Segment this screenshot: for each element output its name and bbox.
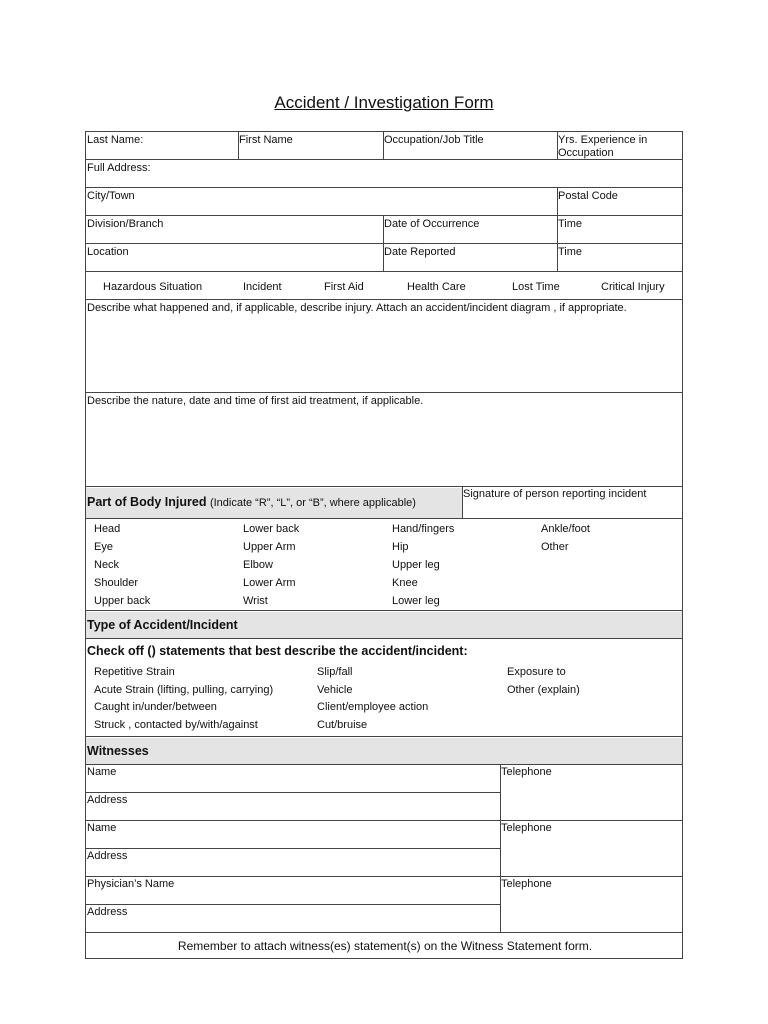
body-part-head[interactable]: Head [94, 523, 121, 535]
type-acute-strain[interactable]: Acute Strain (lifting, pulling, carrying) [94, 684, 274, 696]
type-cut-bruise[interactable]: Cut/bruise [317, 719, 368, 731]
first-name-label: First Name [239, 134, 293, 146]
category-hazardous[interactable]: Hazardous Situation [103, 281, 203, 293]
type-slip-fall[interactable]: Slip/fall [317, 666, 353, 678]
describe-happened-label: Describe what happened and, if applicable, describe injury. Attach an accident/incident diagram , if appropriate. [87, 302, 627, 314]
full-address-label: Full Address: [87, 162, 151, 174]
date-reported-label: Date Reported [384, 246, 456, 258]
body-part-other[interactable]: Other [541, 541, 569, 553]
body-part-hand-fingers[interactable]: Hand/fingers [392, 523, 455, 535]
category-incident[interactable]: Incident [243, 281, 282, 293]
body-part-shoulder[interactable]: Shoulder [94, 577, 139, 589]
body-part-upper-leg[interactable]: Upper leg [392, 559, 440, 571]
body-injured-heading: Part of Body Injured (Indicate “R”, “L”, or “B”, where applicable) [87, 495, 416, 509]
witness2-telephone-label: Telephone [501, 822, 552, 834]
type-caught[interactable]: Caught in/under/between [94, 701, 217, 713]
body-part-upper-back[interactable]: Upper back [94, 595, 151, 607]
type-other[interactable]: Other (explain) [507, 684, 580, 696]
category-critical-injury[interactable]: Critical Injury [601, 281, 665, 293]
category-lost-time[interactable]: Lost Time [512, 281, 560, 293]
physician-telephone-label: Telephone [501, 878, 552, 890]
body-part-wrist[interactable]: Wrist [243, 595, 268, 607]
date-occurrence-label: Date of Occurrence [384, 218, 480, 230]
body-part-lower-arm[interactable]: Lower Arm [243, 577, 296, 589]
occupation-label: Occupation/Job Title [384, 134, 484, 146]
location-label: Location [87, 246, 129, 258]
type-repetitive-strain[interactable]: Repetitive Strain [94, 666, 175, 678]
type-exposure[interactable]: Exposure to [507, 666, 566, 678]
yrs-experience-label-1: Yrs. Experience in [558, 134, 648, 146]
reminder-note: Remember to attach witness(es) statement(s) on the Witness Statement form. [177, 939, 593, 953]
type-vehicle[interactable]: Vehicle [317, 684, 353, 696]
witness1-address-label: Address [87, 794, 128, 806]
body-part-lower-leg[interactable]: Lower leg [392, 595, 440, 607]
body-part-neck[interactable]: Neck [94, 559, 120, 571]
body-part-ankle-foot[interactable]: Ankle/foot [541, 523, 590, 535]
describe-first-aid-label: Describe the nature, date and time of first aid treatment, if applicable. [87, 395, 424, 407]
type-struck[interactable]: Struck , contacted by/with/against [94, 719, 258, 731]
category-health-care[interactable]: Health Care [407, 281, 466, 293]
signature-label: Signature of person reporting incident [463, 488, 647, 500]
check-off-heading: Check off () statements that best describe the accident/incident: [87, 644, 468, 658]
witnesses-heading: Witnesses [87, 744, 149, 758]
body-part-lower-back[interactable]: Lower back [243, 523, 300, 535]
postal-code-label: Postal Code [558, 190, 618, 202]
accident-form [85, 131, 683, 959]
type-heading: Type of Accident/Incident [87, 618, 238, 632]
witnesses-header-bg [86, 738, 682, 764]
city-label: City/Town [87, 190, 135, 202]
physician-name-label: Physician’s Name [87, 878, 175, 890]
last-name-label: Last Name: [87, 134, 144, 146]
type-client-action[interactable]: Client/employee action [317, 701, 429, 713]
division-label: Division/Branch [87, 218, 164, 230]
time-label-1: Time [558, 218, 583, 230]
witness2-name-label: Name [87, 822, 117, 834]
yrs-experience-label-2: Occupation [558, 147, 614, 159]
body-part-knee[interactable]: Knee [392, 577, 418, 589]
witness2-address-label: Address [87, 850, 128, 862]
witness1-name-label: Name [87, 766, 117, 778]
witness1-telephone-label: Telephone [501, 766, 552, 778]
body-part-hip[interactable]: Hip [392, 541, 409, 553]
time-label-2: Time [558, 246, 583, 258]
body-part-upper-arm[interactable]: Upper Arm [243, 541, 296, 553]
physician-address-label: Address [87, 906, 128, 918]
body-part-elbow[interactable]: Elbow [243, 559, 273, 571]
page-title: Accident / Investigation Form [274, 93, 494, 112]
category-first-aid[interactable]: First Aid [324, 281, 364, 293]
body-part-eye[interactable]: Eye [94, 541, 113, 553]
